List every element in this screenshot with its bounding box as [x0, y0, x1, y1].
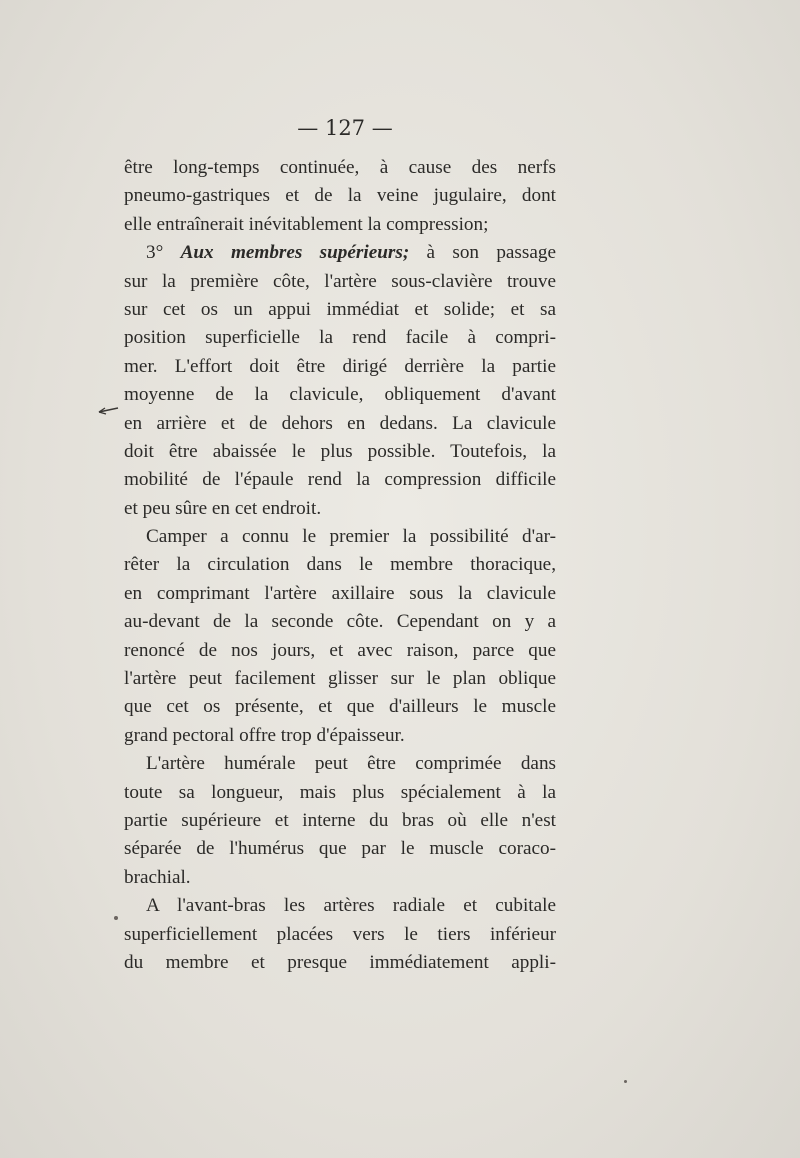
line-text: L'artère humérale peut être comprimée dans [146, 753, 556, 775]
text-line [124, 381, 556, 409]
emphasized-heading: Aux membres supérieurs; [180, 242, 410, 264]
line-text: superficiellement placées vers le tiers inférieur [124, 923, 556, 945]
line-text: du membre et presque immédiatement appli- [124, 951, 556, 973]
text-line [124, 665, 556, 693]
text-line [124, 438, 556, 466]
text-line [124, 864, 556, 892]
text-line [124, 949, 556, 977]
text-line [124, 835, 556, 863]
line-text: à son passage [409, 242, 556, 264]
line-text: mobilité de l'épaule rend la compression difficile [124, 469, 556, 491]
text-line [124, 750, 556, 778]
text-line [124, 637, 556, 665]
line-text: être long-temps continuée, à cause des nerfs [124, 157, 556, 178]
text-line [124, 551, 556, 579]
line-text: rêter la circulation dans le membre thoracique, [124, 554, 556, 576]
line-text: l'artère peut facilement glisser sur le plan oblique [124, 668, 556, 690]
text-line [124, 807, 556, 835]
line-text: au-devant de la seconde côte. Cependant on y a [124, 611, 556, 633]
body-text [124, 154, 556, 977]
line-text: pneumo-gastriques et de la veine jugulaire, dont [124, 185, 556, 207]
line-text: toute sa longueur, mais plus spécialement à la [124, 781, 556, 803]
line-text: A l'avant-bras les artères radiale et cubitale [146, 895, 556, 917]
line-text: en comprimant l'artère axillaire sous la clavicule [124, 582, 556, 604]
line-text: et peu sûre en cet endroit. [124, 497, 322, 519]
line-text: elle entraînerait inévitablement la compression; [124, 213, 489, 235]
text-line [124, 410, 556, 438]
line-text: en arrière et de dehors en dedans. La clavicule [124, 412, 556, 434]
text-line [124, 211, 556, 239]
line-text: moyenne de la clavicule, obliquement d'avant [124, 384, 556, 406]
text-line [124, 495, 556, 523]
text-line [124, 154, 556, 182]
text-line [124, 580, 556, 608]
line-text: renoncé de nos jours, et avec raison, parce que [124, 639, 556, 661]
text-line [124, 722, 556, 750]
list-marker: 3° [146, 242, 181, 264]
text-line [124, 296, 556, 324]
text-line [124, 353, 556, 381]
text-line [124, 693, 556, 721]
stain-dot [624, 1080, 627, 1083]
line-text: sur cet os un appui immédiat et solide; et sa [124, 298, 556, 320]
text-line [124, 466, 556, 494]
page-number: — 127 — [297, 116, 393, 140]
line-text: que cet os présente, et que d'ailleurs le muscle [124, 696, 556, 718]
text-line [124, 921, 556, 949]
text-line [124, 239, 556, 267]
text-line [124, 324, 556, 352]
line-text: grand pectoral offre trop d'épaisseur. [124, 724, 405, 746]
line-text: Camper a connu le premier la possibilité d'ar- [146, 526, 556, 548]
line-text: position superficielle la rend facile à compri- [124, 327, 556, 349]
text-line [124, 779, 556, 807]
text-line [124, 268, 556, 296]
margin-arrow-mark [98, 404, 120, 416]
line-text: mer. L'effort doit être dirigé derrière la partie [124, 355, 556, 377]
margin-dot [114, 916, 118, 920]
line-text: partie supérieure et interne du bras où elle n'est [124, 809, 556, 831]
text-line [124, 182, 556, 210]
line-text: brachial. [124, 866, 191, 888]
line-text: sur la première côte, l'artère sous-clavière trouve [124, 270, 556, 292]
text-line [124, 892, 556, 920]
line-text: doit être abaissée le plus possible. Toutefois, la [124, 440, 556, 462]
text-line [124, 608, 556, 636]
text-line [124, 523, 556, 551]
line-text: séparée de l'humérus que par le muscle coraco- [124, 838, 556, 860]
